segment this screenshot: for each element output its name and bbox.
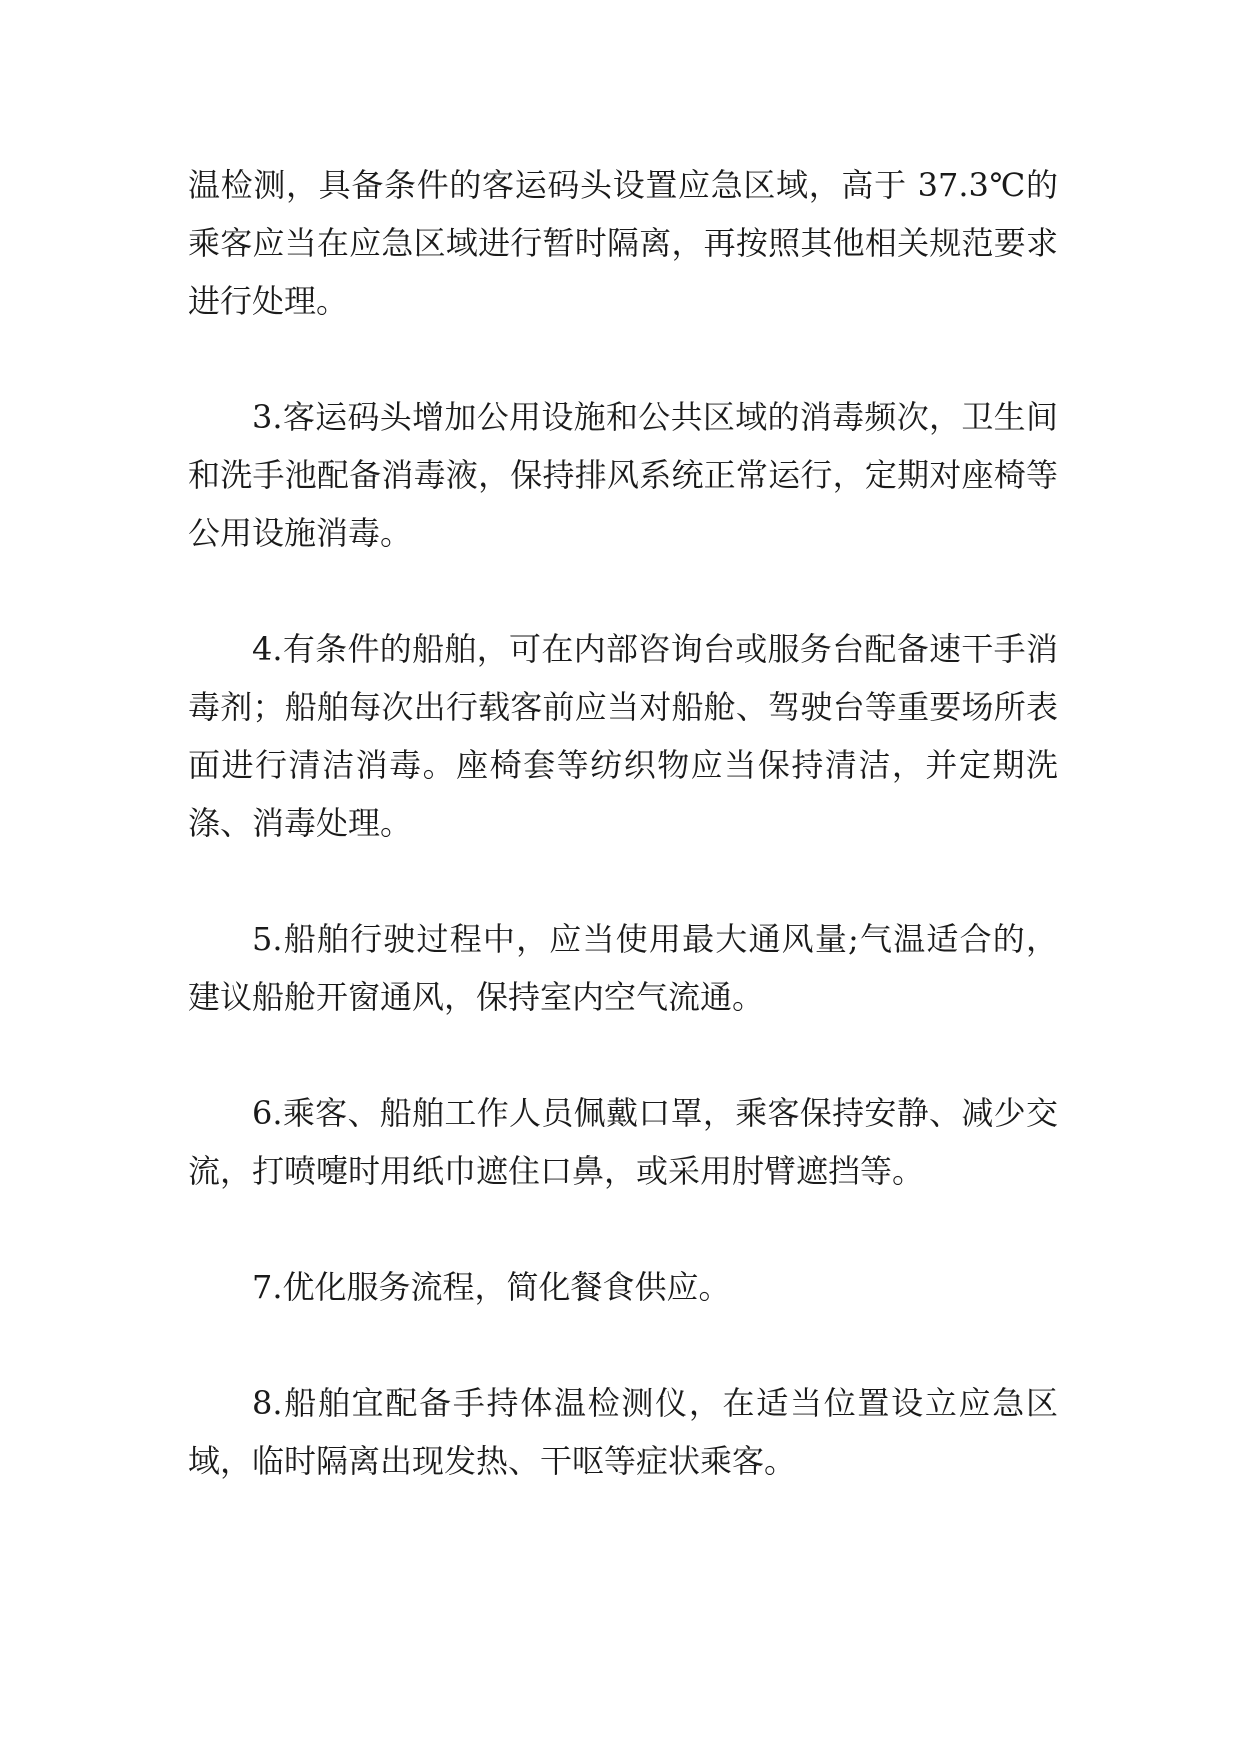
document-body bbox=[188, 156, 1058, 1548]
paragraph-item-8: 8.船舶宜配备手持体温检测仪，在适当位置设立应急区域，临时隔离出现发热、干呕等症状乘客。 bbox=[188, 1384, 1058, 1480]
paragraph-continued: 温检测，具备条件的客运码头设置应急区域，高于 37.3℃的乘客应当在应急区域进行暂时隔离，再按照其他相关规范要求进行处理。 bbox=[188, 166, 1058, 320]
paragraph-item-3: 3.客运码头增加公用设施和公共区域的消毒频次，卫生间和洗手池配备消毒液，保持排风系统正常运行，定期对座椅等公用设施消毒。 bbox=[188, 398, 1058, 552]
paragraph-item-7: 7.优化服务流程，简化餐食供应。 bbox=[252, 1268, 731, 1306]
paragraph-item-6: 6.乘客、船舶工作人员佩戴口罩，乘客保持安静、减少交流，打喷嚏时用纸巾遮住口鼻，或采用肘臂遮挡等。 bbox=[188, 1094, 1058, 1190]
paragraph-item-4: 4.有条件的船舶，可在内部咨询台或服务台配备速干手消毒剂；船舶每次出行载客前应当对船舱、驾驶台等重要场所表面进行清洁消毒。座椅套等纺织物应当保持清洁，并定期洗涤、消毒处理。 bbox=[188, 630, 1058, 842]
paragraph-item-5: 5.船舶行驶过程中，应当使用最大通风量;气温适合的，建议船舱开窗通风，保持室内空气流通。 bbox=[188, 920, 1058, 1016]
